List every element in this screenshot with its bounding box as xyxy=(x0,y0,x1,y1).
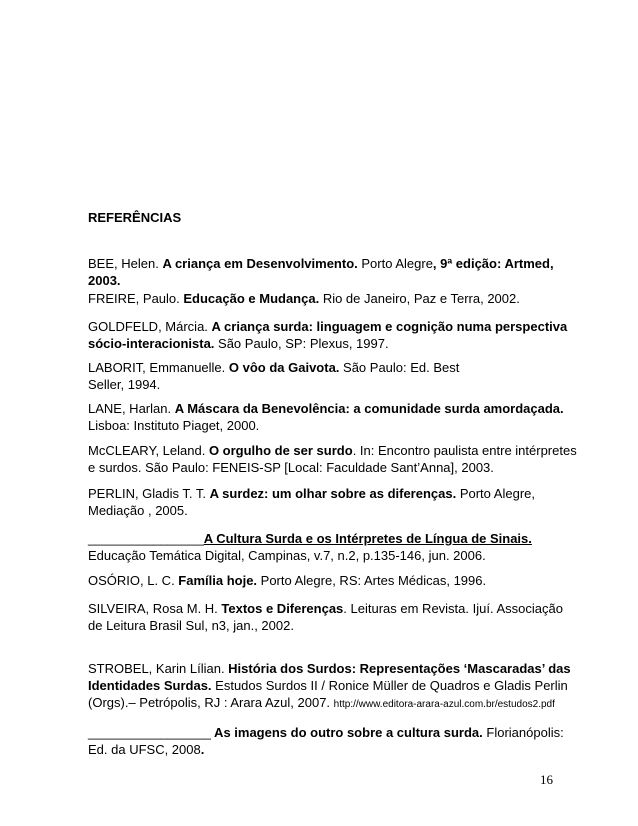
ref-publisher: Porto Alegre, RS: Artes Médicas, 1996. xyxy=(257,573,487,588)
ref-publisher: São Paulo, SP: Plexus, 1997. xyxy=(214,336,389,351)
reference-freire xyxy=(88,290,578,307)
reference-lane xyxy=(88,400,578,434)
ref-author: OSÓRIO, L. C. xyxy=(88,573,179,588)
ref-place: Porto Alegre xyxy=(357,256,433,271)
ref-publisher: . Leituras em Revista. Ijuí. Associação de Leitura Brasil Sul, n3, jan., 2002. xyxy=(88,601,563,633)
reference-perlin-2005 xyxy=(88,485,558,519)
ref-author-blank: _________________ xyxy=(88,725,211,740)
ref-title: O orgulho de ser surdo xyxy=(208,443,353,458)
reference-strobel-2007 xyxy=(88,660,578,713)
ref-author: BEE, Helen. xyxy=(88,256,163,271)
ref-title: A Máscara da Benevolência: a comunidade surda amordaçada. xyxy=(174,401,564,416)
ref-author: LANE, Harlan. xyxy=(88,401,175,416)
ref-publisher: Rio de Janeiro, Paz e Terra, 2002. xyxy=(319,291,520,306)
ref-title: O vôo da Gaivota. xyxy=(228,360,340,375)
reference-silveira xyxy=(88,600,578,634)
ref-title: A Cultura Surda e os Intérpretes de Língua de Sinais. xyxy=(203,531,532,546)
ref-author: FREIRE, Paulo. xyxy=(88,291,184,306)
ref-author: McCLEARY, Leland. xyxy=(88,443,209,458)
ref-author: LABORIT, Emmanuelle. xyxy=(88,360,229,375)
reference-osorio xyxy=(88,572,578,589)
ref-author: PERLIN, Gladis T. T. xyxy=(88,486,210,501)
reference-perlin-2006 xyxy=(88,530,578,564)
ref-author-blank: ________________ xyxy=(88,531,204,546)
ref-title: A criança em Desenvolvimento. xyxy=(162,256,358,271)
ref-publisher: São Paulo: Ed. Best Seller, 1994. xyxy=(88,360,460,392)
reference-bee xyxy=(88,255,578,289)
reference-strobel-2008 xyxy=(88,724,578,758)
references-heading: REFERÊNCIAS xyxy=(88,210,182,225)
ref-publisher: Florianópolis: Ed. da UFSC, 2008 xyxy=(88,725,564,757)
reference-laborit xyxy=(88,359,498,393)
ref-end-mark: . xyxy=(200,742,205,757)
ref-publisher: Porto Alegre, Mediação , 2005. xyxy=(88,486,535,518)
reference-mccleary xyxy=(88,442,578,476)
ref-title: Família hoje. xyxy=(178,573,258,588)
ref-author: GOLDFELD, Márcia. xyxy=(88,319,212,334)
ref-publisher: Estudos Surdos II / Ronice Müller de Quadros e Gladis Perlin (Orgs).– Petrópolis, RJ : Arara Azul, 2007. xyxy=(88,678,568,710)
ref-publisher: Lisboa: Instituto Piaget, 2000. xyxy=(88,418,260,433)
ref-title: A surdez: um olhar sobre as diferenças. xyxy=(209,486,457,501)
page-number: 16 xyxy=(540,772,553,787)
ref-title: História dos Surdos: Representações ‘Mascaradas’ das Identidades Surdas. xyxy=(88,661,571,693)
ref-title: As imagens do outro sobre a cultura surda. xyxy=(210,725,483,740)
ref-edition: , 9ª edição: Artmed, 2003. xyxy=(88,256,554,288)
ref-author: STROBEL, Karin Lílian. xyxy=(88,661,229,676)
ref-title: Textos e Diferenças xyxy=(221,601,344,616)
ref-publisher: . In: Encontro paulista entre intérpretes e surdos. São Paulo: FENEIS-SP [Local: Faculdade Sant’Anna], 2003. xyxy=(88,443,577,475)
ref-title: A criança surda: linguagem e cognição numa perspectiva sócio-interacionista. xyxy=(88,319,568,351)
ref-author: SILVEIRA, Rosa M. H. xyxy=(88,601,222,616)
ref-title: Educação e Mudança. xyxy=(183,291,320,306)
ref-url: http://www.editora-arara-azul.com.br/estudos2.pdf xyxy=(333,699,555,710)
reference-goldfeld xyxy=(88,318,578,352)
ref-publisher: Educação Temática Digital, Campinas, v.7, n.2, p.135-146, jun. 2006. xyxy=(88,548,486,563)
